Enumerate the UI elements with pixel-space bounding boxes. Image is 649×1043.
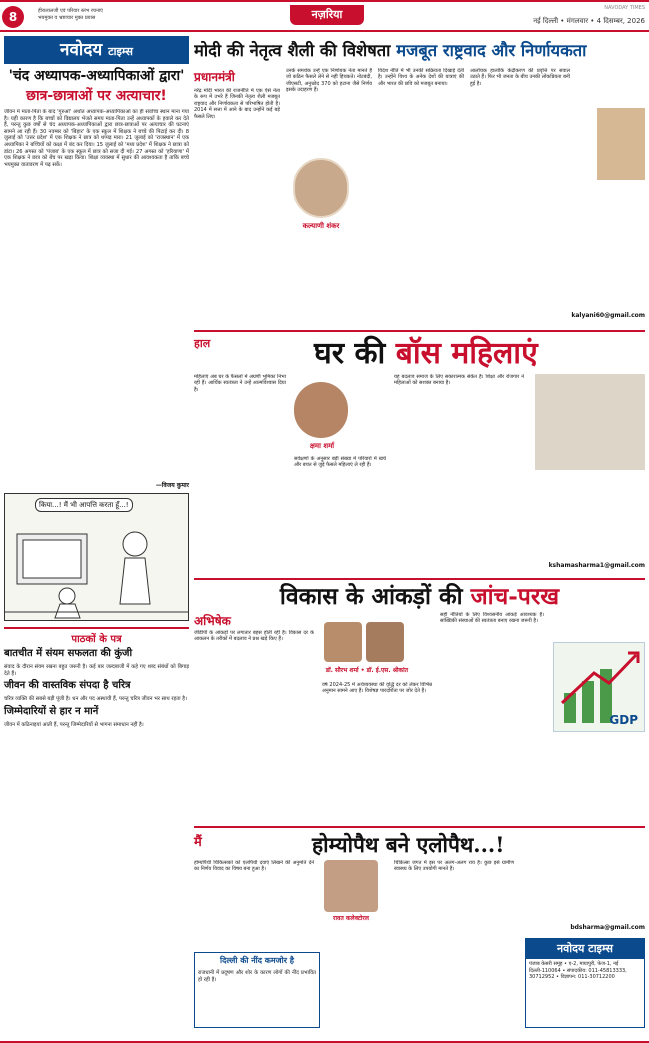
data-headline-band: [194, 578, 645, 612]
author-name: कल्याणी शंकर: [302, 222, 340, 230]
letter-title: जिम्मेदारियों से हार न मानें: [4, 705, 99, 717]
data-column: सही नीतियों के लिए विश्वसनीय आंकड़े आवश्यक हैं। सांख्यिकी संस्थाओं की स्वतंत्रता बनाए रखना जरूरी है।: [440, 612, 544, 625]
brand-banner: [4, 36, 189, 64]
letter-title: बातचीत में संयम सफलता की कुंजी: [4, 648, 133, 659]
data-article: [194, 612, 645, 822]
homeo-kicker: मैं: [194, 835, 202, 850]
data-column: जीडीपी के आंकड़ों पर लगातार बहस होती रही है। विकास दर के आकलन के तरीकों में बदलाव ने प्रश्न खड़े किए हैं।: [194, 630, 314, 643]
data-headline: [194, 580, 645, 614]
delhi-boxout: [194, 952, 320, 1028]
author-photo: [324, 860, 378, 912]
author-photo: [366, 622, 404, 662]
tagline-line: हीरालालजी एवं परिवार स्तंभ रचनाएं: [38, 8, 103, 14]
editorial-column: [4, 36, 189, 1036]
page-number: 8: [2, 6, 24, 28]
masthead: [0, 2, 649, 32]
cartoon: [4, 493, 189, 621]
women-article: [194, 374, 645, 574]
lead-column: आलोचक हालांकि केंद्रीकरण की प्रवृत्ति पर सवाल उठाते हैं। फिर भी जनता के बीच उनकी लोकप्रियता बनी हुई है।: [470, 68, 570, 87]
edition-tag: NAVODAY TIMES: [604, 5, 645, 11]
cartoon-drawing: [5, 494, 188, 620]
letter-body: चरित्र व्यक्ति की सबसे बड़ी पूंजी है। धन और पद अस्थायी हैं, परन्तु चरित्र जीवन भर साथ रहता है।: [4, 696, 187, 703]
tagline-line: भयमुक्त व भ्रष्टाचार मुक्त प्रयास: [38, 15, 96, 21]
lead-column: विदेश नीति में भी उनकी सक्रियता दिखाई देती है। उन्होंने विश्व के अनेक देशों की यात्राएं कीं और भारत की छवि को मजबूत बनाया।: [378, 68, 464, 87]
dateline: नई दिल्ली • मंगलवार • 4 दिसम्बर, 2026: [533, 17, 645, 25]
lead-headline: [194, 36, 645, 66]
lead-column: नरेंद्र मोदी भारत की राजनीति में एक ऐसे नेता के रूप में उभरे हैं जिनकी नेतृत्व शैली मजबूत राष्ट्रवाद और निर्णायकता से परिभाषित होती है। 2014 में सत्ता में आने के बाद उन्होंने कई बड़े फैसले लिए।: [194, 88, 280, 120]
homeo-headline: होम्योपैथ बने एलोपैथ...!: [312, 832, 505, 857]
author-photo: [294, 382, 348, 438]
women-column: यह बदलाव समाज के लिए सकारात्मक संकेत है। शिक्षा और रोजगार ने महिलाओं को सशक्त बनाया है।: [394, 374, 524, 387]
pm-photo: [597, 108, 645, 180]
women-headline-highlight: बॉस महिलाएं: [395, 336, 538, 371]
delhi-title: दिल्ली की नींद कमजोर है: [220, 956, 294, 965]
imprint-text: पंजाब केसरी समूह • ए-2, मायापुरी, फेज-1, नई दिल्ली-110064 • संपादकीय: 011-45813333, 30712952 • विज्ञापन: 011-30712200: [529, 961, 627, 980]
letter-body: संवाद के दौरान संयम रखना बहुत जरूरी है। कई बार जल्दबाजी में कहे गए शब्द संबंधों को बिगाड़ देते हैं।: [4, 664, 189, 677]
author-photo: [324, 622, 362, 662]
author-email: kshamasharma1@gmail.com: [548, 562, 645, 569]
data-headline-part: विकास के आंकड़ों की: [279, 583, 471, 610]
women-column: महिलाएं अब घर के फैसलों में अग्रणी भूमिका निभा रही हैं। आर्थिक स्वतंत्रता ने उन्हें आत्मविश्वास दिया है।: [194, 374, 286, 393]
brand-suffix: टाइम्स: [108, 45, 133, 58]
author-names: डॉ. सौरभ शर्मा • डॉ. ई.एस. श्रीकांत: [325, 667, 409, 674]
author-email: kalyani60@gmail.com: [571, 312, 645, 319]
women-column: सर्वेक्षणों के अनुसार बड़ी संख्या में परिवारों में खर्च और बचत से जुड़े फैसले महिलाएं ले रही हैं।: [294, 456, 386, 469]
women-headline: [314, 332, 538, 376]
women-headline-part: घर की: [314, 336, 396, 371]
homeo-headline-band: [194, 826, 645, 860]
gdp-graphic: [553, 642, 645, 732]
editorial-body: जीवन में माता-पिता के बाद 'गुरुओं' अर्थात अध्यापक-अध्यापिकाओं का ही सर्वोच्च स्थान माना गया है। यही कारण है कि बच्चों को विद्यालय भेजते समय माता-पिता उन्हें अध्यापकों के हवाले कर देते हैं, परन्तु कुछ वर्षों से चंद अध्यापक-अध्यापिकाओं द्वारा छात्र-छात्राओं पर अत्याचार की घटनाएं सामने आ रही हैं। 30 नवम्बर को 'बिहार' के एक स्कूल में शिक्षक ने बच्चे की पिटाई कर दी। 8 जुलाई को 'उत्तर प्रदेश' में एक शिक्षक ने छात्र को थप्पड़ मारा। 21 जुलाई को 'राजस्थान' में एक अध्यापिका ने बच्चियों को कक्षा में बंद कर दिया। 15 जुलाई को 'मध्य प्रदेश' में शिक्षक ने छात्रा को डांटा। 26 अगस्त को 'पंजाब' के एक स्कूल में छात्र को सजा दी गई। 27 अगस्त को 'हरियाणा' में एक शिक्षक ने छात्र को बेंच पर खड़ा किया। शिक्षा व्यवस्था में सुधार की आवश्यकता है ताकि बच्चे भयमुक्त वातावरण में पढ़ सकें।: [4, 109, 189, 168]
homeo-column: होम्योपैथी चिकित्सकों को एलोपैथी दवाएं लिखने की अनुमति देने का निर्णय विवाद का विषय बना हुआ है।: [194, 860, 314, 873]
section-title: नज़रिया: [290, 5, 364, 25]
editorial-headline: 'चंद अध्यापक-अध्यापिकाओं द्वारा': [8, 68, 185, 84]
delhi-body: राजधानी में प्रदूषण और शोर के कारण लोगों की नींद प्रभावित हो रही है।: [198, 970, 316, 983]
gdp-label: GDP: [609, 713, 638, 727]
lead-headline-highlight: मजबूत राष्ट्रवाद और निर्णायकता: [396, 41, 587, 60]
main-articles: [194, 36, 645, 1036]
author-photo: [293, 158, 349, 218]
imprint-box: [525, 938, 645, 1028]
data-column: वर्ष 2024-25 में अर्थव्यवस्था की वृद्धि दर को लेकर विभिन्न अनुमान सामने आए हैं। विशेषज्ञ पारदर्शिता पर जोर देते हैं।: [322, 682, 432, 695]
editorial-byline: —विजय कुमार: [155, 482, 189, 489]
lead-column: उनके समर्थक उन्हें एक निर्णायक नेता मानते हैं जो कठिन फैसले लेने से नहीं हिचकते। नोटबंदी, जीएसटी, अनुच्छेद 370 को हटाना जैसे निर्णय इसके उदाहरण हैं।: [286, 68, 372, 94]
imprint-title: नवोदय टाइम्स: [526, 939, 644, 959]
cartoon-caption: किया...! मैं भी आपत्ति करता हूँ...!: [35, 498, 133, 512]
author-email: bdsharma@gmail.com: [570, 924, 645, 931]
data-headline-highlight: जांच-परख: [470, 583, 560, 610]
lead-headline-part: मोदी की नेतृत्व शैली की विशेषता: [194, 41, 397, 60]
women-photo: [535, 374, 645, 470]
women-headline-band: [194, 330, 645, 374]
lead-article: [194, 68, 645, 326]
masthead-tagline: [38, 8, 186, 28]
lead-kicker: प्रधानमंत्री: [194, 70, 235, 84]
letters-heading: पाठकों के पत्र: [4, 627, 189, 645]
letter-title: जीवन की वास्तविक संपदा है चरित्र: [4, 680, 131, 692]
homeo-article: [194, 860, 645, 1030]
author-name: क्षमा शर्मा: [309, 442, 335, 450]
letter-body: जीवन में कठिनाइयां आती हैं, परन्तु जिम्मेदारियों से भागना समाधान नहीं है।: [4, 721, 144, 728]
brand-name: नवोदय: [60, 40, 103, 60]
data-kicker: अभिषेक: [194, 614, 231, 628]
homeo-column: चिकित्सा जगत में इस पर अलग-अलग राय है। कुछ इसे ग्रामीण स्वास्थ्य के लिए उपयोगी मानते हैं।: [394, 860, 514, 873]
editorial-subhead: छात्र-छात्राओं पर अत्याचार!: [26, 88, 167, 104]
author-name: रावत कलेक्टोरल: [333, 915, 369, 922]
women-kicker: हाल: [194, 337, 211, 350]
